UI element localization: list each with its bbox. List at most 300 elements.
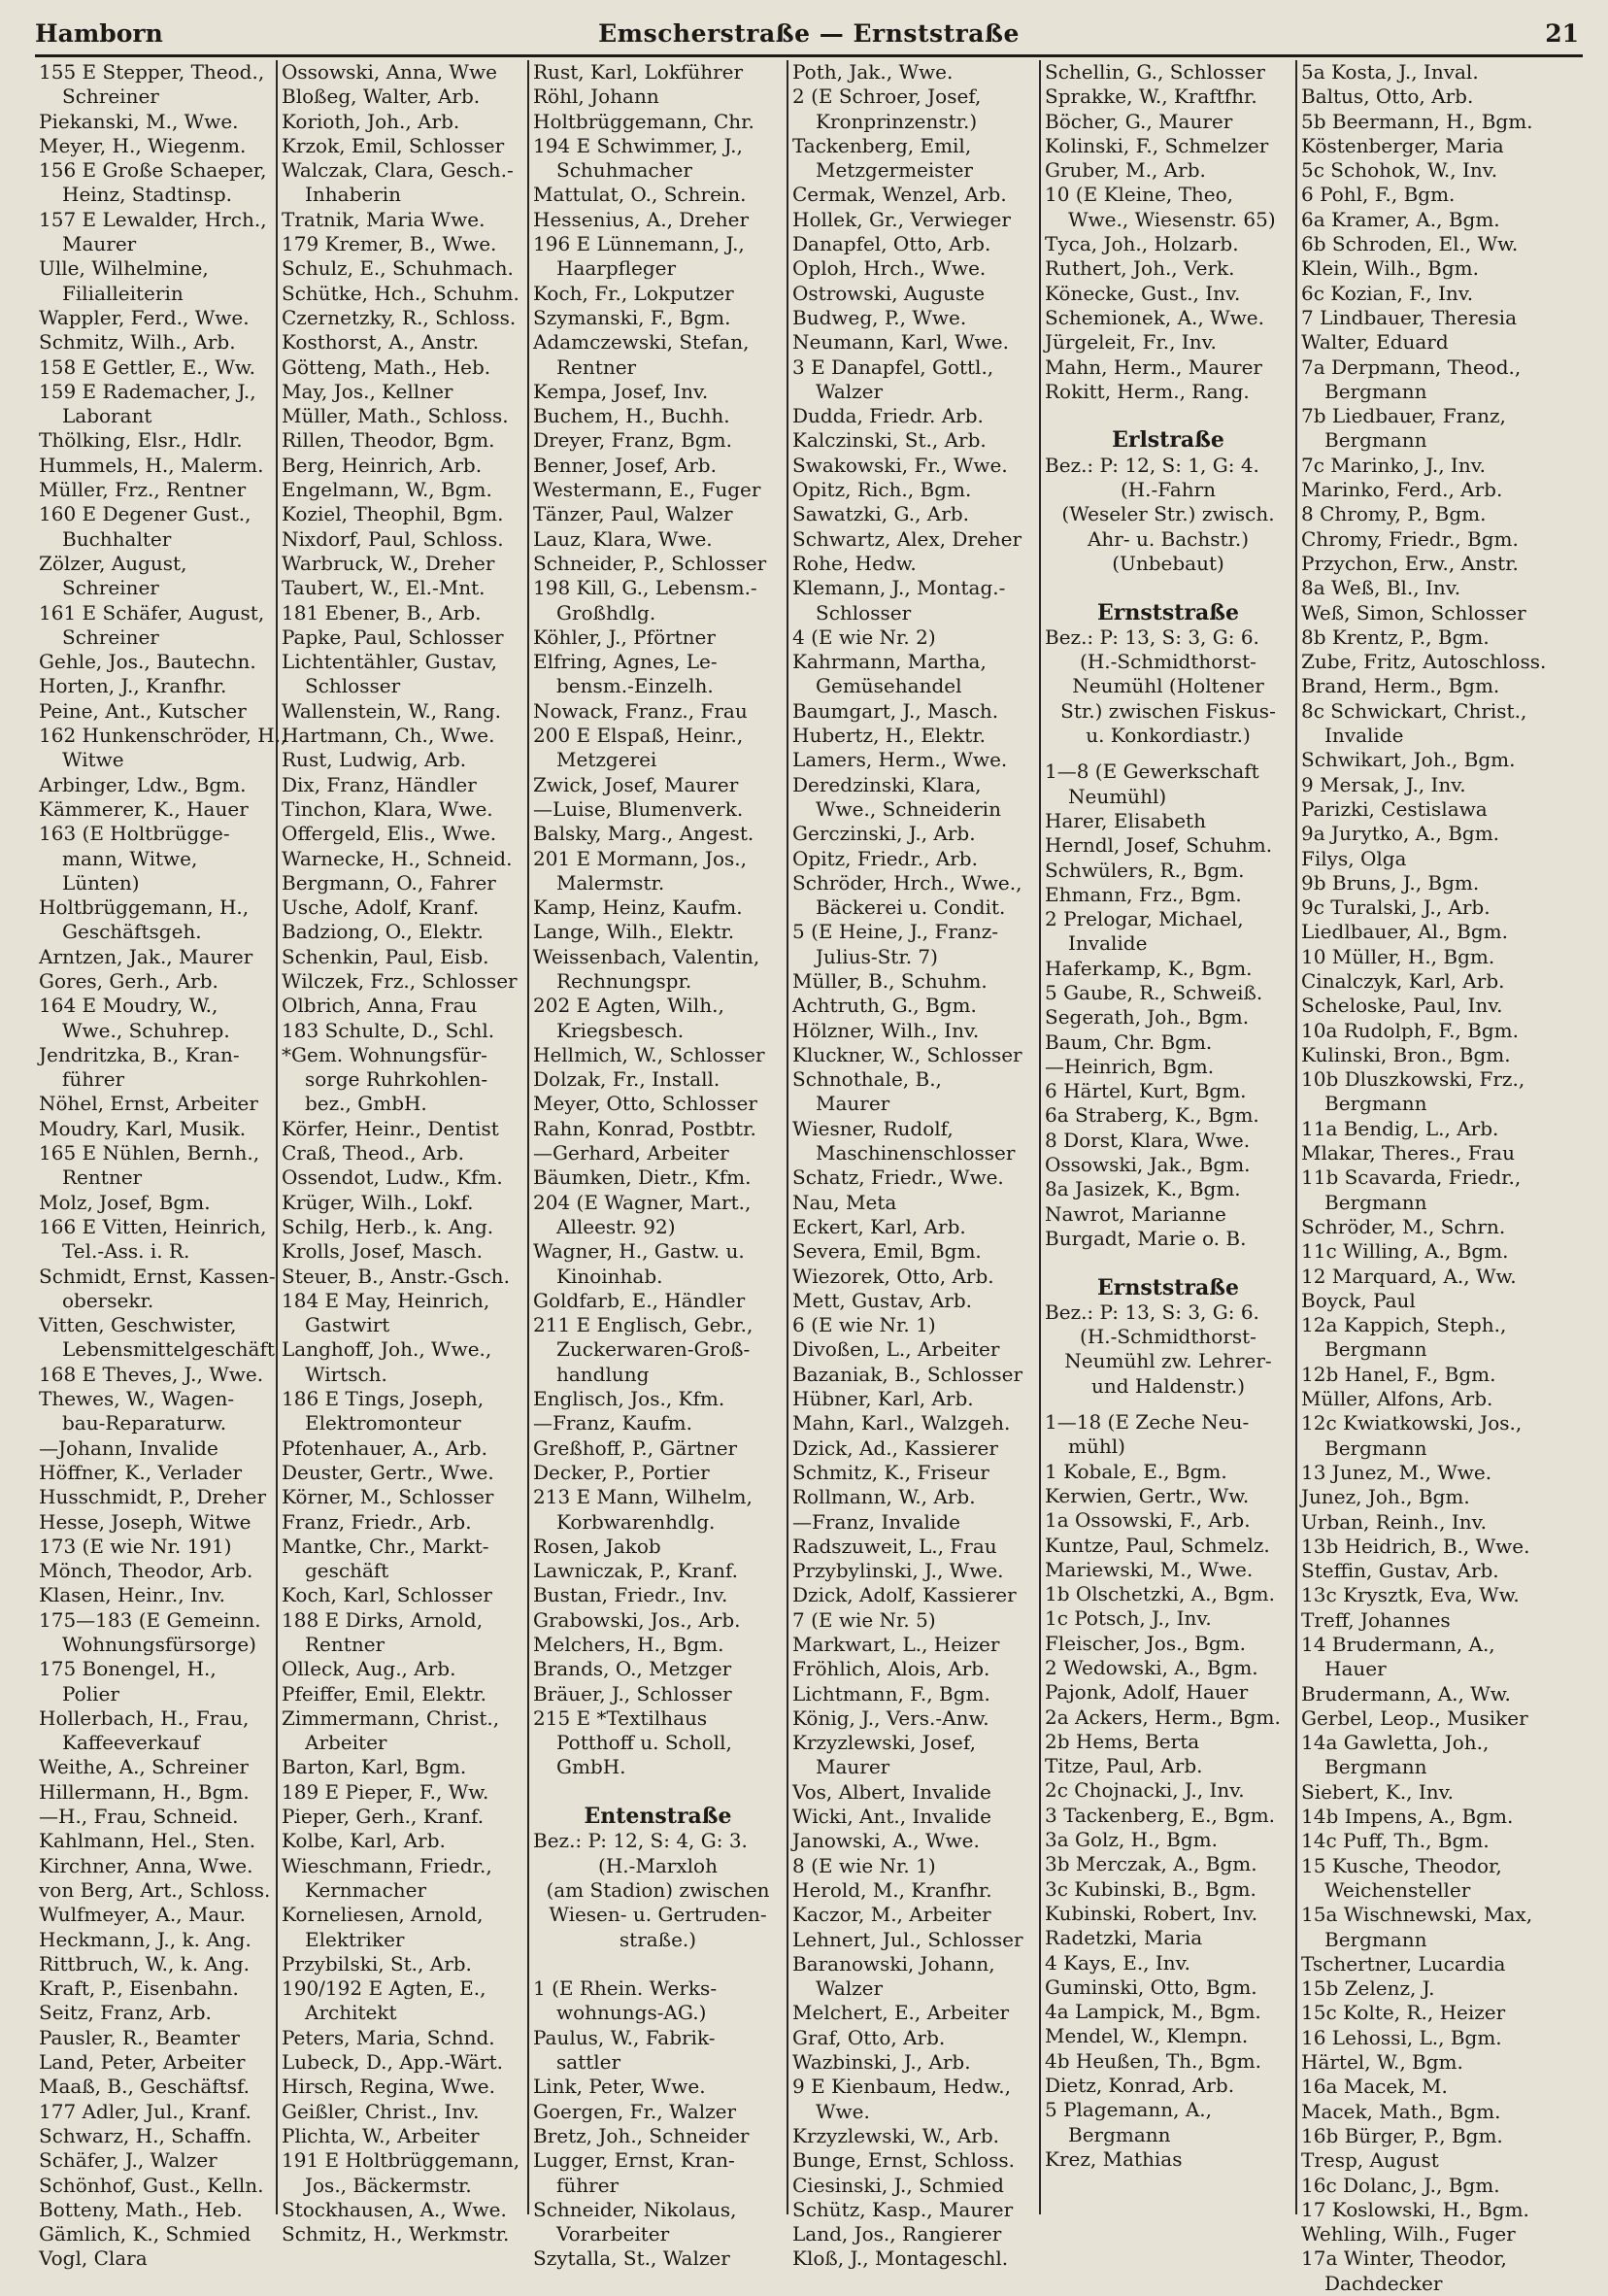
directory-line: handlung <box>556 1362 650 1386</box>
directory-line: Ciesinski, J., Schmied <box>792 2173 1004 2197</box>
directory-line: Tresp, August <box>1301 2148 1439 2173</box>
directory-line: 5 (E Heine, J., Franz- <box>792 920 999 944</box>
directory-line: 2b Hems, Berta <box>1045 1729 1200 1753</box>
directory-line: Geißler, Christ., Inv. <box>282 2099 480 2123</box>
directory-line: bez., GmbH. <box>305 1092 427 1116</box>
directory-line: Nau, Meta <box>792 1190 897 1214</box>
directory-line: Engelmann, W., Bgm. <box>282 478 492 502</box>
directory-line: 4a Lampick, M., Bgm. <box>1045 2000 1261 2024</box>
column-4 <box>788 60 1041 2271</box>
directory-line: Wirtsch. <box>305 1362 387 1386</box>
directory-line: Eckert, Karl, Arb. <box>792 1214 966 1238</box>
directory-line: Gemüsehandel <box>816 674 962 698</box>
directory-line: Holtbrüggemann, H., <box>39 895 250 920</box>
directory-line: Ossendot, Ludw., Kfm. <box>282 1165 503 1190</box>
directory-line: Bergmann, O., Fahrer <box>282 870 496 895</box>
directory-line: Dreyer, Franz, Bgm. <box>533 428 732 453</box>
street-info: Str.) zwischen Fiskus- <box>1060 698 1276 723</box>
directory-line: führer <box>62 1067 125 1092</box>
directory-line: 8a Jasizek, K., Bgm. <box>1045 1177 1241 1201</box>
directory-line: Zimmermann, Christ., <box>282 1705 500 1730</box>
directory-line: Weß, Simon, Schlosser <box>1301 600 1526 625</box>
directory-line: 2 Prelogar, Michael, <box>1045 907 1244 931</box>
directory-line: Mahn, Karl., Walzgeh. <box>792 1411 1011 1435</box>
directory-line: Buchem, H., Buchh. <box>533 404 730 428</box>
directory-line: Mantke, Chr., Markt- <box>282 1534 489 1558</box>
street-heading: Erlstraße <box>1112 427 1224 454</box>
directory-line: Schäfer, J., Walzer <box>39 2148 218 2173</box>
directory-line: 189 E Pieper, F., Ww. <box>282 1779 489 1804</box>
directory-line: Gerbel, Leop., Musiker <box>1301 1705 1528 1730</box>
street-info: Ahr- u. Bachstr.) <box>1087 526 1250 551</box>
directory-line: Dudda, Friedr. Arb. <box>792 404 984 428</box>
directory-line: 160 E Degener Gust., <box>39 502 251 526</box>
directory-line: Klemann, J., Montag.- <box>792 576 1006 600</box>
directory-line: Marinko, Ferd., Arb. <box>1301 478 1503 502</box>
directory-line: 204 (E Wagner, Mart., <box>533 1190 752 1214</box>
directory-line: Tänzer, Paul, Walzer <box>533 502 733 526</box>
directory-line: Bez.: P: 13, S: 3, G: 6. <box>1045 625 1259 649</box>
directory-line: Parizki, Cestislawa <box>1301 796 1488 821</box>
directory-line: 1—8 (E Gewerkschaft <box>1045 760 1259 784</box>
directory-line: Maurer <box>816 1755 890 1779</box>
directory-line: Schlosser <box>816 600 912 625</box>
directory-line: Hauer <box>1324 1657 1387 1681</box>
directory-line: 166 E Vitten, Heinrich, <box>39 1214 267 1238</box>
directory-line: Vitten, Geschwister, <box>39 1313 237 1337</box>
directory-line: Nöhel, Ernst, Arbeiter <box>39 1092 258 1116</box>
directory-line: Vos, Albert, Invalide <box>792 1779 991 1804</box>
directory-line: Deredzinski, Klara, <box>792 772 982 796</box>
directory-line: Filialleiterin <box>62 281 184 305</box>
directory-line: Kernmacher <box>305 1877 427 1902</box>
directory-line: Olbrich, Anna, Frau <box>282 994 478 1018</box>
directory-line: Fröhlich, Alois, Arb. <box>792 1657 990 1681</box>
directory-line: Kamp, Heinz, Kaufm. <box>533 895 743 920</box>
directory-line: 1b Olschetzki, A., Bgm. <box>1045 1582 1276 1606</box>
directory-line: Lebensmittelgeschäft <box>62 1337 275 1362</box>
directory-line: Mlakar, Theres., Frau <box>1301 1141 1515 1165</box>
directory-line: Lichtmann, F., Bgm. <box>792 1681 990 1705</box>
directory-line: Elektriker <box>305 1927 405 1951</box>
directory-line: —Gerhard, Arbeiter <box>533 1141 729 1165</box>
directory-line: Jendritzka, B., Kran- <box>39 1042 240 1066</box>
directory-line: Budweg, P., Wwe. <box>792 305 967 329</box>
directory-line: Hirsch, Regina, Wwe. <box>282 2075 495 2099</box>
directory-line: Land, Jos., Rangierer <box>792 2222 1002 2246</box>
directory-line: Vogl, Clara <box>39 2246 148 2271</box>
directory-line: Kaczor, M., Arbeiter <box>792 1903 991 1927</box>
directory-line: Schulz, E., Schuhmach. <box>282 256 514 281</box>
directory-line: 13b Heidrich, B., Wwe. <box>1301 1534 1530 1558</box>
directory-line: Baum, Chr. Bgm. <box>1045 1030 1213 1054</box>
directory-line: Jürgeleit, Fr., Inv. <box>1045 330 1217 355</box>
directory-line: 215 E *Textilhaus <box>533 1705 708 1730</box>
street-info: Neumühl (Holtener <box>1072 674 1264 698</box>
directory-line: bensm.-Einzelh. <box>556 674 714 698</box>
directory-line: Schellin, G., Schlosser <box>1045 60 1265 84</box>
directory-line: Westermann, E., Fuger <box>533 478 761 502</box>
columns <box>35 60 1583 2295</box>
directory-line: Wilczek, Frz., Schlosser <box>282 968 518 993</box>
directory-line: Heckmann, J., k. Ang. <box>39 1927 251 1951</box>
directory-line: bau-Reparaturw. <box>62 1411 227 1435</box>
directory-line: Poth, Jak., Wwe. <box>792 60 954 84</box>
street-info: u. Konkordiastr.) <box>1086 724 1251 748</box>
directory-line: Rittbruch, W., k. Ang. <box>39 1951 251 1975</box>
directory-line: Sprakke, W., Kraftfhr. <box>1045 84 1257 109</box>
directory-line: 16a Macek, M. <box>1301 2075 1448 2099</box>
directory-line: Berg, Heinrich, Arb. <box>282 453 483 477</box>
directory-line: Schwarz, H., Schaffn. <box>39 2123 252 2147</box>
directory-line: Papke, Paul, Schlosser <box>282 625 504 649</box>
spacer <box>1045 1399 1291 1410</box>
directory-line: Köstenberger, Maria <box>1301 133 1504 157</box>
directory-line: 3 Tackenberg, E., Bgm. <box>1045 1803 1276 1827</box>
directory-line: Rentner <box>556 355 637 379</box>
directory-line: Potthoff u. Scholl, <box>556 1731 732 1755</box>
directory-line: Bunge, Ernst, Schloss. <box>792 2148 1015 2173</box>
street-info: (Unbebaut) <box>1112 551 1224 575</box>
directory-line: Julius-Str. 7) <box>816 944 938 968</box>
directory-line: Rust, Karl, Lokführer <box>533 60 744 84</box>
directory-line: 17a Winter, Theodor, <box>1301 2246 1507 2271</box>
directory-line: Mattulat, O., Schrein. <box>533 183 747 207</box>
directory-line: GmbH. <box>556 1755 626 1779</box>
directory-line: 164 E Moudry, W., <box>39 994 218 1018</box>
directory-line: Dzick, Adolf, Kassierer <box>792 1583 1017 1607</box>
directory-line: Pieper, Gerh., Kranf. <box>282 1805 485 1829</box>
directory-line: Elfring, Agnes, Le- <box>533 650 718 674</box>
directory-line: Geschäftsgeh. <box>62 920 202 944</box>
directory-line: Wicki, Ant., Invalide <box>792 1805 991 1829</box>
directory-line: Pausler, R., Beamter <box>39 2025 240 2049</box>
directory-line: 179 Kremer, B., Wwe. <box>282 232 497 256</box>
directory-line: 213 E Mann, Wilhelm, <box>533 1485 753 1509</box>
directory-line: Krolls, Josef, Masch. <box>282 1239 483 1264</box>
directory-line: Kahrmann, Martha, <box>792 650 987 674</box>
directory-line: Schmitz, Wilh., Arb. <box>39 330 236 355</box>
directory-line: 6c Kozian, F., Inv. <box>1301 281 1474 305</box>
directory-line: Opitz, Friedr., Arb. <box>792 846 978 870</box>
directory-line: 4b Heußen, Th., Bgm. <box>1045 2048 1261 2073</box>
directory-line: 1a Ossowski, F., Arb. <box>1045 1508 1251 1533</box>
directory-line: 196 E Lünnemann, J., <box>533 232 745 256</box>
directory-line: Cermak, Wenzel, Arb. <box>792 183 1007 207</box>
directory-line: Kluckner, W., Schlosser <box>792 1042 1022 1066</box>
directory-line: 165 E Nühlen, Bernh., <box>39 1141 260 1165</box>
directory-line: Bergmann <box>1324 379 1427 403</box>
directory-line: Swakowski, Fr., Wwe. <box>792 453 1008 477</box>
directory-line: obersekr. <box>62 1288 154 1312</box>
directory-line: —Franz, Kaufm. <box>533 1411 692 1435</box>
directory-line: Taubert, W., El.-Mnt. <box>282 576 486 600</box>
directory-line: Schreiner <box>62 576 159 600</box>
street-info: und Haldenstr.) <box>1090 1373 1246 1398</box>
directory-line: 2c Chojnacki, J., Inv. <box>1045 1778 1245 1803</box>
directory-line: Kalczinski, St., Arb. <box>792 428 987 453</box>
directory-line: Götteng, Math., Heb. <box>282 355 491 379</box>
directory-line: Maurer <box>62 232 137 256</box>
directory-line: Schenkin, Paul, Eisb. <box>282 944 489 968</box>
directory-line: —Heinrich, Bgm. <box>1045 1054 1215 1078</box>
directory-line: Könecke, Gust., Inv. <box>1045 281 1241 305</box>
directory-line: 3a Golz, H., Bgm. <box>1045 1828 1219 1852</box>
directory-line: Radszuweit, L., Frau <box>792 1534 997 1558</box>
directory-line: Invalide <box>1068 931 1148 956</box>
directory-line: Severa, Emil, Bgm. <box>792 1239 982 1264</box>
directory-line: 6 Härtel, Kurt, Bgm. <box>1045 1079 1247 1103</box>
directory-line: Rechnungspr. <box>556 968 692 993</box>
directory-line: Kraft, P., Eisenbahn. <box>39 1976 239 2001</box>
directory-line: Goergen, Fr., Walzer <box>533 2099 737 2123</box>
directory-line: Siebert, K., Inv. <box>1301 1779 1454 1804</box>
directory-line: 1 Kobale, E., Bgm. <box>1045 1459 1227 1483</box>
directory-line: Wazbinski, J., Arb. <box>792 2050 971 2075</box>
directory-line: 191 E Holtbrüggemann, <box>282 2148 520 2173</box>
directory-line: Ulle, Wilhelmine, <box>39 256 209 281</box>
directory-line: Schuhmacher <box>556 158 692 183</box>
directory-line: Schwikart, Joh., Bgm. <box>1301 748 1516 772</box>
directory-line: Stockhausen, A., Wwe. <box>282 2197 507 2221</box>
street-info: (H.-Fahrn <box>1120 478 1217 502</box>
street-info: Wiesen- u. Gertruden- <box>549 1903 767 1927</box>
directory-line: Englisch, Jos., Kfm. <box>533 1387 725 1411</box>
directory-line: Gehle, Jos., Bautechn. <box>39 650 256 674</box>
directory-line: 200 E Elspaß, Heinr., <box>533 724 744 748</box>
directory-line: May, Jos., Kellner <box>282 379 453 403</box>
directory-line: Seitz, Franz, Arb. <box>39 2001 212 2025</box>
directory-line: 163 (E Holtbrügge- <box>39 822 230 846</box>
directory-line: Kolbe, Karl, Arb. <box>282 1829 446 1853</box>
directory-line: Adamczewski, Stefan, <box>533 330 750 355</box>
directory-line: 177 Adler, Jul., Kranf. <box>39 2099 251 2123</box>
directory-line: Schneider, Nikolaus, <box>533 2197 737 2221</box>
directory-line: Neumann, Karl, Wwe. <box>792 330 1009 355</box>
directory-line: 10b Dluszkowski, Frz., <box>1301 1067 1525 1092</box>
directory-line: Kämmerer, K., Hauer <box>39 796 249 821</box>
directory-line: Maurer <box>816 1092 890 1116</box>
directory-line: Tackenberg, Emil, <box>792 133 972 157</box>
directory-line: Kempa, Josef, Inv. <box>533 379 709 403</box>
directory-line: Hellmich, W., Schlosser <box>533 1042 765 1066</box>
directory-line: 16 Lehossi, L., Bgm. <box>1301 2025 1502 2049</box>
column-6 <box>1297 60 1583 2295</box>
directory-line: 1 (E Rhein. Werks- <box>533 1976 718 2001</box>
directory-line: 16b Bürger, P., Bgm. <box>1301 2123 1503 2147</box>
street-info: (Weseler Str.) zwisch. <box>1061 502 1275 526</box>
directory-line: Tyca, Joh., Holzarb. <box>1045 232 1239 256</box>
directory-line: Gämlich, K., Schmied <box>39 2222 251 2246</box>
directory-line: Kloß, J., Montageschl. <box>792 2246 1009 2271</box>
directory-line: Lehnert, Jul., Schlosser <box>792 1927 1023 1951</box>
spacer <box>533 1780 783 1805</box>
directory-line: Herold, M., Kranfhr. <box>792 1877 992 1902</box>
directory-line: Walzer <box>816 1976 884 2001</box>
directory-line: Steuer, B., Anstr.-Gsch. <box>282 1264 510 1288</box>
directory-line: Gruber, M., Arb. <box>1045 158 1206 183</box>
directory-line: Burgadt, Marie o. B. <box>1045 1226 1247 1250</box>
directory-line: Herndl, Josef, Schuhm. <box>1045 833 1273 858</box>
directory-line: Bez.: P: 13, S: 3, G: 6. <box>1045 1300 1259 1324</box>
directory-line: Kolinski, F., Schmelzer <box>1045 133 1269 157</box>
directory-line: Moudry, Karl, Musik. <box>39 1116 247 1140</box>
directory-line: Fleischer, Jos., Bgm. <box>1045 1631 1246 1655</box>
directory-line: sorge Ruhrkohlen- <box>305 1067 488 1092</box>
directory-line: Körfer, Heinr., Dentist <box>282 1116 499 1140</box>
directory-line: Hesse, Joseph, Witwe <box>39 1509 251 1534</box>
directory-line: —Johann, Invalide <box>39 1435 218 1460</box>
directory-line: Bäumken, Dietr., Kfm. <box>533 1165 752 1190</box>
directory-line: Hübner, Karl, Arb. <box>792 1387 974 1411</box>
directory-line: Bergmann <box>1324 1092 1427 1116</box>
directory-line: Graf, Otto, Arb. <box>792 2025 946 2049</box>
directory-line: 3c Kubinski, B., Bgm. <box>1045 1876 1256 1901</box>
directory-line: Lange, Wilh., Elektr. <box>533 920 735 944</box>
directory-line: Barton, Karl, Bgm. <box>282 1755 467 1779</box>
directory-line: Junez, Joh., Bgm. <box>1301 1485 1470 1509</box>
directory-line: 168 E Theves, J., Wwe. <box>39 1362 264 1386</box>
directory-line: 194 E Schwimmer, J., <box>533 133 743 157</box>
directory-line: Link, Peter, Wwe. <box>533 2075 706 2099</box>
directory-line: Paulus, W., Fabrik- <box>533 2025 716 2049</box>
directory-line: Koziel, Theophil, Bgm. <box>282 502 504 526</box>
directory-line: 4 Kays, E., Inv. <box>1045 1950 1190 1975</box>
directory-line: Müller, Alfons, Arb. <box>1301 1387 1493 1411</box>
directory-line: Hessenius, A., Dreher <box>533 207 750 231</box>
directory-line: Wehling, Wilh., Fuger <box>1301 2222 1516 2246</box>
directory-line: Kulinski, Bron., Bgm. <box>1301 1042 1511 1066</box>
directory-line: 2 Wedowski, A., Bgm. <box>1045 1656 1258 1679</box>
page-number: 21 <box>1545 19 1579 48</box>
directory-line: Koch, Karl, Schlosser <box>282 1583 492 1607</box>
directory-line: Wulfmeyer, A., Maur. <box>39 1903 246 1927</box>
directory-line: Jos., Bäckermstr. <box>305 2173 472 2197</box>
directory-line: 201 E Mormann, Jos., <box>533 846 747 870</box>
directory-line: Mett, Gustav, Arb. <box>792 1288 972 1312</box>
directory-line: Ehmann, Frz., Bgm. <box>1045 882 1242 906</box>
directory-line: Mahn, Herm., Maurer <box>1045 355 1262 379</box>
directory-line: 6a Kramer, A., Bgm. <box>1301 207 1500 231</box>
directory-line: Rentner <box>62 1165 143 1190</box>
directory-line: Usche, Adolf, Kranf. <box>282 895 480 920</box>
directory-line: Melchers, H., Bgm. <box>533 1633 724 1656</box>
directory-line: Baltus, Otto, Arb. <box>1301 84 1474 109</box>
directory-line: 7b Liedbauer, Franz, <box>1301 404 1506 428</box>
directory-line: Bazaniak, B., Schlosser <box>792 1362 1023 1386</box>
directory-line: Bräuer, J., Schlosser <box>533 1681 732 1705</box>
directory-line: 12c Kwiatkowski, Jos., <box>1301 1411 1523 1435</box>
directory-line: 5 Plagemann, A., <box>1045 2098 1213 2122</box>
directory-line: Koch, Fr., Lokputzer <box>533 281 734 305</box>
directory-line: 12 Marquard, A., Ww. <box>1301 1264 1517 1288</box>
directory-line: Brand, Herm., Bgm. <box>1301 674 1500 698</box>
directory-line: Maaß, B., Geschäftsf. <box>39 2075 251 2099</box>
directory-line: Vorarbeiter <box>556 2222 670 2246</box>
street-info: (H.-Marxloh <box>598 1853 718 1877</box>
directory-line: Müller, Math., Schloss. <box>282 404 509 428</box>
directory-line: Langhoff, Joh., Wwe., <box>282 1337 492 1362</box>
directory-line: Schlosser <box>305 674 401 698</box>
directory-line: 10a Rudolph, F., Bgm. <box>1301 1018 1519 1042</box>
directory-line: Dix, Franz, Händler <box>282 772 477 796</box>
directory-line: Bergmann <box>1324 428 1427 453</box>
directory-line: 15a Wischnewski, Max, <box>1301 1903 1533 1927</box>
directory-line: Schwülers, R., Bgm. <box>1045 858 1245 882</box>
directory-line: 184 E May, Heinrich, <box>282 1288 490 1312</box>
directory-line: Bretz, Joh., Schneider <box>533 2123 750 2147</box>
directory-line: 6 (E wie Nr. 1) <box>792 1313 936 1337</box>
directory-line: 8a Weß, Bl., Inv. <box>1301 576 1461 600</box>
directory-line: Janowski, A., Wwe. <box>792 1829 980 1853</box>
directory-line: Lünten) <box>62 870 140 895</box>
directory-line: Kaffeeverkauf <box>62 1731 200 1755</box>
directory-line: 1c Potsch, J., Inv. <box>1045 1606 1212 1631</box>
directory-line: 186 E Tings, Joseph, <box>282 1387 485 1411</box>
directory-line: Bustan, Friedr., Inv. <box>533 1583 728 1607</box>
directory-line: Meyer, Otto, Schlosser <box>533 1092 757 1116</box>
directory-line: Klein, Wilh., Bgm. <box>1301 256 1479 281</box>
directory-line: Ossowski, Anna, Wwe <box>282 60 497 84</box>
directory-line: Markwart, L., Heizer <box>792 1633 1000 1656</box>
directory-line: Pfeiffer, Emil, Elektr. <box>282 1681 486 1705</box>
directory-line: mühl) <box>1068 1435 1125 1459</box>
header-left: Hamborn <box>35 19 163 48</box>
directory-line: Metzgerei <box>556 748 657 772</box>
directory-line: Hummels, H., Malerm. <box>39 453 264 477</box>
directory-line: 3 E Danapfel, Gottl., <box>792 355 994 379</box>
directory-line: Inhaberin <box>305 183 402 207</box>
directory-line: 9a Jurytko, A., Bgm. <box>1301 822 1500 846</box>
directory-line: 15 Kusche, Theodor, <box>1301 1853 1502 1877</box>
directory-line: Decker, P., Portier <box>533 1460 710 1484</box>
directory-line: Rokitt, Herm., Rang. <box>1045 379 1250 403</box>
directory-line: Architekt <box>305 2001 397 2025</box>
directory-line: Buchhalter <box>62 526 172 551</box>
directory-line: Krzyzlewski, Josef, <box>792 1731 976 1755</box>
directory-line: Arbeiter <box>305 1731 387 1755</box>
directory-line: 11b Scavarda, Friedr., <box>1301 1165 1522 1190</box>
directory-line: Klasen, Heinr., Inv. <box>39 1583 226 1607</box>
directory-line: Bergmann <box>1324 1435 1427 1460</box>
directory-line: Brudermann, A., Ww. <box>1301 1681 1511 1705</box>
directory-line: Maschinenschlosser <box>816 1141 1016 1165</box>
directory-line: 11a Bendig, L., Arb. <box>1301 1116 1499 1140</box>
directory-line: Schröder, Hrch., Wwe., <box>792 870 1022 895</box>
directory-line: Röhl, Johann <box>533 84 659 109</box>
directory-line: Przychon, Erw., Anstr. <box>1301 551 1519 575</box>
directory-line: 5c Schohok, W., Inv. <box>1301 158 1498 183</box>
directory-line: Krzok, Emil, Schlosser <box>282 133 505 157</box>
directory-line: 9 E Kienbaum, Hedw., <box>792 2075 1011 2099</box>
directory-line: Köhler, J., Pförtner <box>533 625 716 649</box>
directory-line: Mönch, Theodor, Arb. <box>39 1559 253 1583</box>
directory-line: 7a Derpmann, Theod., <box>1301 355 1522 379</box>
directory-line: Schilg, Herb., k. Ang. <box>282 1214 494 1238</box>
directory-line: Czernetzky, R., Schloss. <box>282 305 517 329</box>
directory-line: Thölking, Elsr., Hdlr. <box>39 428 243 453</box>
directory-line: Schmidt, Ernst, Kassen- <box>39 1264 276 1288</box>
directory-line: 157 E Lewalder, Hrch., <box>39 207 267 231</box>
directory-line: Boyck, Paul <box>1301 1288 1416 1312</box>
directory-line: Schröder, M., Schrn. <box>1301 1214 1506 1238</box>
directory-line: 3b Merczak, A., Bgm. <box>1045 1852 1257 1876</box>
directory-line: Gores, Gerh., Arb. <box>39 968 218 993</box>
directory-line: Harer, Elisabeth <box>1045 808 1206 832</box>
directory-line: 7c Marinko, J., Inv. <box>1301 453 1486 477</box>
street-info: (am Stadion) zwischen <box>546 1877 770 1902</box>
directory-line: 8b Krentz, P., Bgm. <box>1301 625 1490 649</box>
